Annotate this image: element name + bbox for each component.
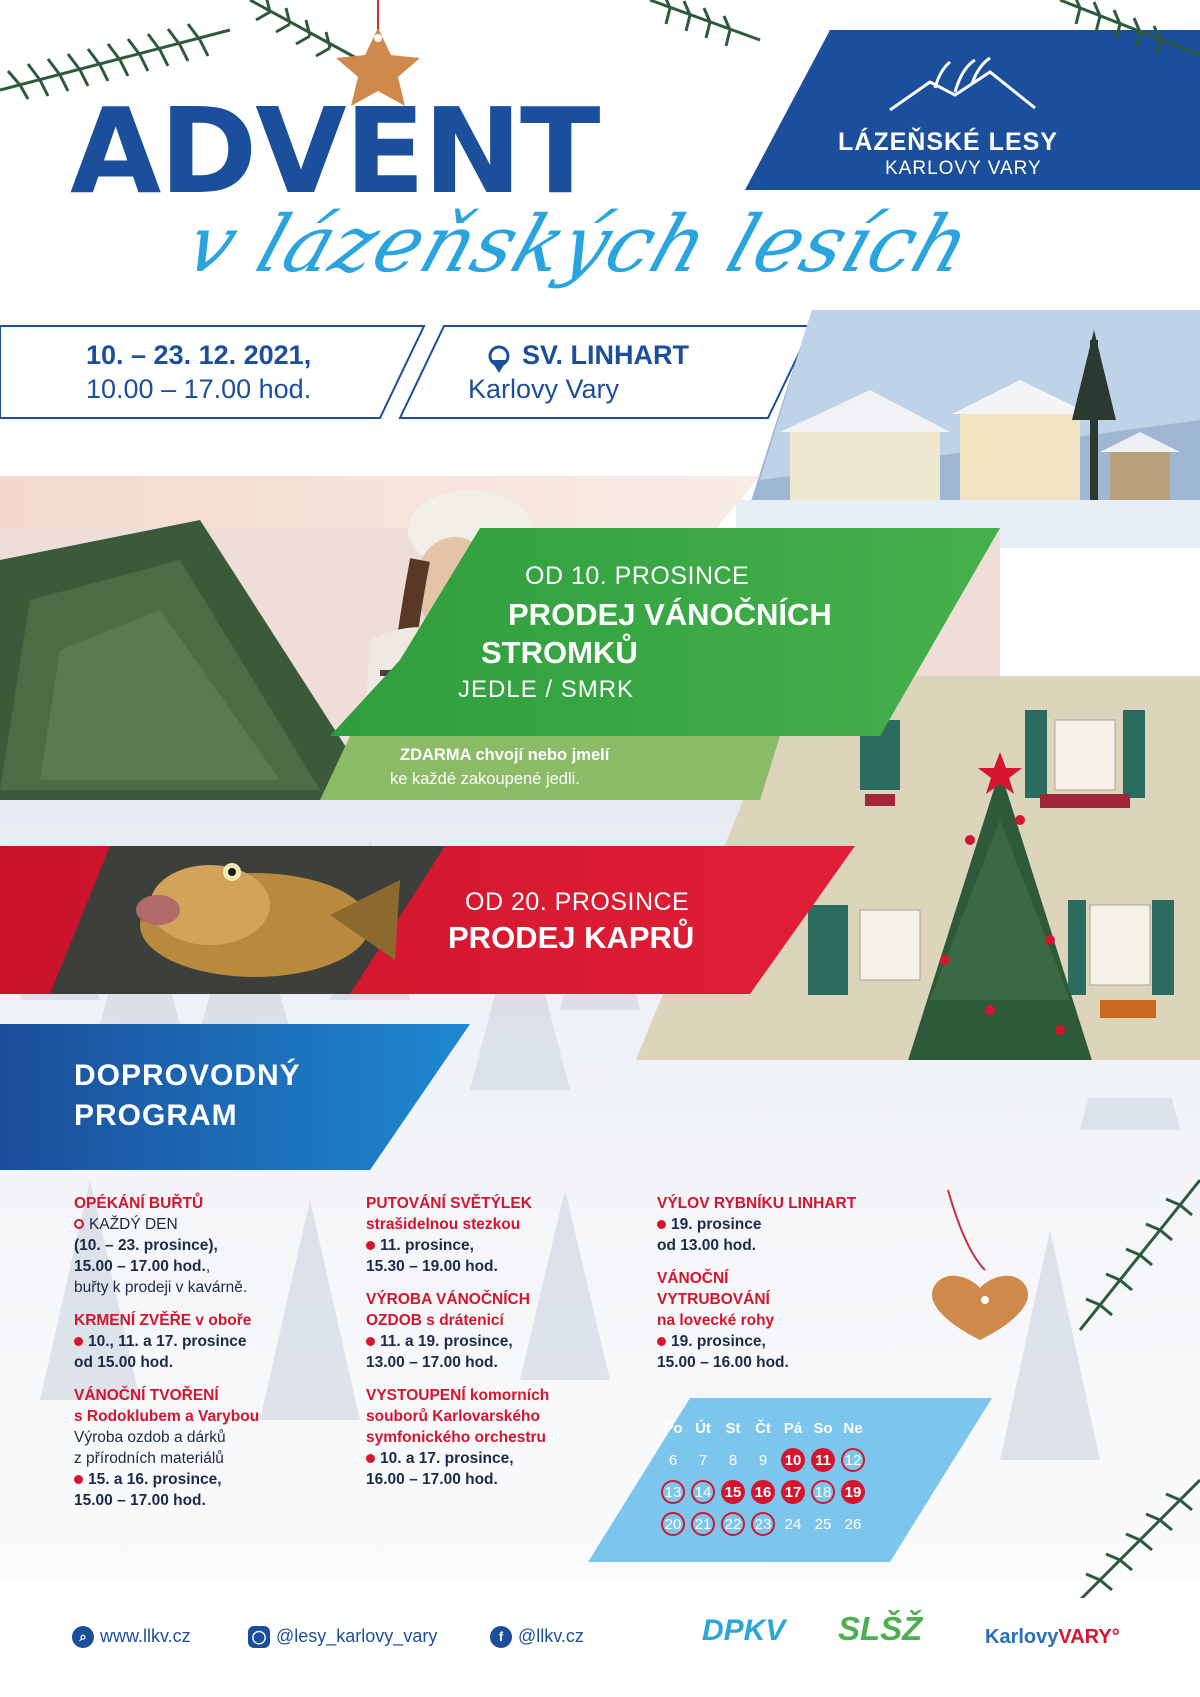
item-time: 15.00 – 17.00 hod. [74, 1492, 206, 1509]
program-item-crafts [74, 1385, 334, 1511]
item-title: PUTOVÁNÍ SVĚTÝLEK [366, 1195, 532, 1212]
item-title: strašidelnou stezkou [366, 1216, 521, 1233]
calendar-day-number: 15 [721, 1480, 745, 1504]
calendar-day [658, 1476, 688, 1508]
calendar-day-number: 11 [811, 1448, 835, 1472]
calendar-day-number: 18 [811, 1480, 835, 1504]
trees-bonus-text: ke každé zakoupené jedli. [390, 770, 580, 788]
calendar-day [778, 1444, 808, 1476]
program-column-3 [657, 1193, 917, 1385]
logo-city: KARLOVY VARY [885, 158, 1042, 179]
calendar-day-number: 6 [668, 1451, 678, 1469]
calendar-day [808, 1444, 838, 1476]
item-text: buřty k prodeji v kavárně. [74, 1279, 248, 1296]
calendar-day [718, 1508, 748, 1540]
facebook-link[interactable]: @llkv.cz [518, 1626, 584, 1646]
calendar-day [778, 1476, 808, 1508]
event-city: Karlovy Vary [468, 374, 620, 404]
calendar-day-number: 21 [691, 1512, 715, 1536]
calendar-weekday: Ne [843, 1419, 863, 1437]
calendar-weekday: Pá [783, 1419, 803, 1437]
item-time: od 13.00 hod. [657, 1237, 757, 1254]
trees-date: OD 10. PROSINCE [525, 562, 750, 590]
item-text: Výroba ozdob a dárků [74, 1429, 226, 1446]
calendar [658, 1412, 868, 1540]
program-item-pond [657, 1193, 917, 1256]
calendar-week-row [658, 1508, 868, 1540]
logo-name: LÁZEŇSKÉ LESY [838, 128, 1058, 156]
calendar-day [838, 1444, 868, 1476]
calendar-weekday: Čt [755, 1419, 771, 1437]
calendar-day [778, 1508, 808, 1540]
item-text: (10. – 23. prosince), [74, 1237, 218, 1254]
calendar-week-row [658, 1476, 868, 1508]
item-text: KAŽDÝ DEN [89, 1216, 178, 1233]
item-time: 11. prosince, [380, 1237, 474, 1254]
carp-date: OD 20. PROSINCE [465, 888, 690, 916]
calendar-day-number: 14 [691, 1480, 715, 1504]
program-heading-line2: PROGRAM [74, 1099, 238, 1132]
program-heading-line1: DOPROVODNÝ [74, 1059, 301, 1092]
calendar-day [808, 1476, 838, 1508]
partner-logo-slsz: SLŠŽ [838, 1610, 923, 1647]
program-item-feeding [74, 1310, 334, 1373]
calendar-day-number: 17 [781, 1480, 805, 1504]
calendar-day [718, 1476, 748, 1508]
event-hours: 10.00 – 17.00 hod. [86, 374, 312, 404]
item-time: 13.00 – 17.00 hod. [366, 1354, 498, 1371]
calendar-day-number: 22 [721, 1512, 745, 1536]
kv-logo-part1: Karlovy [985, 1626, 1059, 1648]
footer-instagram[interactable] [248, 1626, 437, 1648]
item-time: 19. prosince [671, 1216, 762, 1233]
calendar-day [688, 1444, 718, 1476]
calendar-day [718, 1444, 748, 1476]
program-item-bonfire [74, 1193, 334, 1298]
partner-logo-dpkv: DPKV [702, 1614, 786, 1647]
item-title: OPÉKÁNÍ BUŘTŮ [74, 1195, 204, 1212]
program-column-1 [74, 1193, 334, 1523]
item-time: od 15.00 hod. [74, 1354, 174, 1371]
calendar-day-number: 23 [751, 1512, 775, 1536]
footer-web[interactable] [72, 1626, 191, 1648]
circle-bullet-icon [74, 1219, 84, 1229]
event-dates: 10. – 23. 12. 2021, [86, 340, 312, 370]
calendar-day-number: 25 [814, 1515, 832, 1533]
program-heading [74, 1056, 301, 1136]
calendar-day [748, 1508, 778, 1540]
calendar-weekday: So [813, 1419, 833, 1437]
trees-title-line1: PRODEJ VÁNOČNÍCH [508, 597, 832, 632]
calendar-weekday-row [658, 1412, 868, 1444]
item-text: , [205, 1258, 211, 1275]
trees-bonus-bold: ZDARMA chvojí nebo jmelí [400, 746, 610, 764]
poster-title: ADVENT [70, 82, 599, 220]
bullet-icon [366, 1454, 375, 1463]
bullet-icon [657, 1220, 666, 1229]
calendar-day [748, 1444, 778, 1476]
footer-facebook[interactable] [490, 1626, 584, 1648]
instagram-link[interactable]: @lesy_karlovy_vary [276, 1626, 438, 1646]
calendar-weekday: Po [663, 1419, 683, 1437]
calendar-day-number: 12 [841, 1448, 865, 1472]
poster-subtitle: v lázeňských lesích [175, 200, 982, 290]
item-title: na lovecké rohy [657, 1312, 775, 1329]
program-item-horns [657, 1268, 917, 1373]
item-title: souborů Karlovarského [366, 1408, 540, 1425]
program-item-concert [366, 1385, 626, 1490]
item-title: s Rodoklubem a Varybou [74, 1408, 260, 1425]
bullet-icon [74, 1475, 83, 1484]
calendar-day-number: 26 [844, 1515, 862, 1533]
item-time: 15.00 – 17.00 hod. [74, 1258, 206, 1275]
calendar-day-number: 19 [841, 1480, 865, 1504]
item-time: 19. prosince, [671, 1333, 766, 1350]
bullet-icon [366, 1241, 375, 1250]
calendar-day [688, 1476, 718, 1508]
bullet-icon [74, 1337, 83, 1346]
calendar-day-number: 7 [698, 1451, 708, 1469]
item-title: VYSTOUPENÍ komorních [366, 1387, 550, 1404]
item-title: VYTRUBOVÁNÍ [657, 1291, 770, 1308]
bullet-icon [366, 1337, 375, 1346]
item-title: symfonického orchestru [366, 1429, 547, 1446]
calendar-day-number: 9 [758, 1451, 768, 1469]
item-time: 11. a 19. prosince, [380, 1333, 513, 1350]
carp-title: PRODEJ KAPRŮ [448, 920, 695, 955]
calendar-day-number: 8 [728, 1451, 738, 1469]
program-item-lights [366, 1193, 626, 1277]
facebook-icon: f [490, 1626, 512, 1648]
calendar-day-number: 13 [661, 1480, 685, 1504]
calendar-day-number: 24 [784, 1515, 802, 1533]
calendar-day [748, 1476, 778, 1508]
calendar-day-number: 10 [781, 1448, 805, 1472]
item-title: VÁNOČNÍ TVOŘENÍ [74, 1387, 219, 1404]
trees-subtitle: JEDLE / SMRK [458, 676, 635, 703]
instagram-icon: ◯ [248, 1626, 270, 1648]
item-title: KRMENÍ ZVĚŘE v oboře [74, 1312, 252, 1329]
calendar-day [838, 1508, 868, 1540]
item-text: z přírodních materiálů [74, 1450, 224, 1467]
calendar-weekday: St [725, 1419, 741, 1437]
item-title: VÁNOČNÍ [657, 1270, 729, 1287]
calendar-day [838, 1476, 868, 1508]
calendar-weekday: Út [695, 1419, 711, 1437]
calendar-day [658, 1508, 688, 1540]
event-place: SV. LINHART [522, 340, 690, 370]
calendar-day-number: 16 [751, 1480, 775, 1504]
web-link[interactable]: www.llkv.cz [100, 1626, 191, 1646]
item-time: 15.00 – 16.00 hod. [657, 1354, 789, 1371]
calendar-day-number: 20 [661, 1512, 685, 1536]
item-time: 15. a 16. prosince, [88, 1471, 222, 1488]
trees-title [481, 596, 928, 672]
search-icon: ⌕ [72, 1626, 94, 1648]
trees-title-line2: STROMKŮ [481, 635, 638, 670]
item-title: VÝROBA VÁNOČNÍCH [366, 1291, 530, 1308]
item-title: OZDOB s drátenicí [366, 1312, 504, 1329]
program-column-2 [366, 1193, 626, 1502]
bullet-icon [657, 1337, 666, 1346]
calendar-week-row [658, 1444, 868, 1476]
item-time: 16.00 – 17.00 hod. [366, 1471, 498, 1488]
calendar-day [658, 1444, 688, 1476]
item-time: 10., 11. a 17. prosince [88, 1333, 247, 1350]
calendar-day [688, 1508, 718, 1540]
item-time: 10. a 17. prosince, [380, 1450, 514, 1467]
kv-logo-part2: VARY° [1058, 1626, 1120, 1648]
partner-logo-karlovy-vary [985, 1626, 1120, 1649]
item-time: 15.30 – 19.00 hod. [366, 1258, 498, 1275]
program-item-ornaments [366, 1289, 626, 1373]
item-title: VÝLOV RYBNÍKU LINHART [657, 1195, 857, 1212]
calendar-day [808, 1508, 838, 1540]
